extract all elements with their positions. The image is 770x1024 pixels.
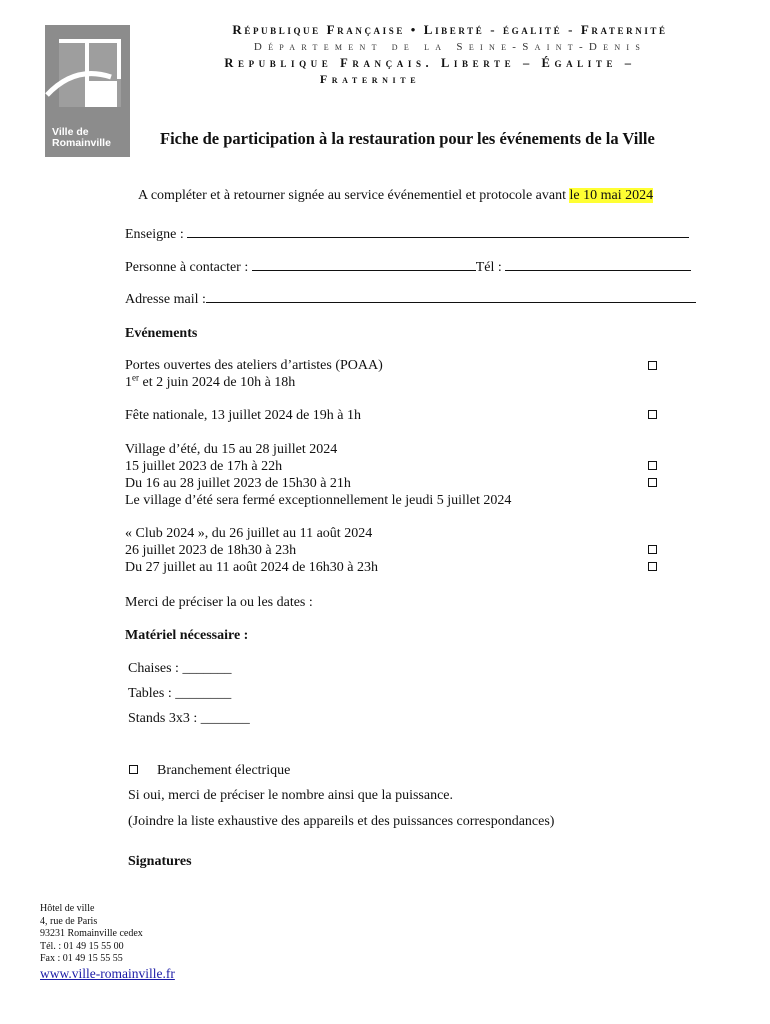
page-title: Fiche de participation à la restauration pour les événements de la Ville: [160, 129, 655, 148]
stands-field[interactable]: Stands 3x3 : _______: [128, 711, 250, 726]
instruction: [138, 187, 653, 204]
email-label: Adresse mail :: [125, 292, 206, 307]
village-date-1-checkbox[interactable]: [648, 461, 657, 470]
poaa-checkbox[interactable]: [648, 361, 657, 370]
email-row: [125, 290, 696, 308]
event-village-title: Village d’été, du 15 au 28 juillet 2024: [125, 442, 338, 457]
instruction-text: A compléter et à retourner signée au service événementiel et protocole avant: [138, 188, 566, 203]
event-village-date-2: Du 16 au 28 juillet 2023 de 15h30 à 21h: [125, 476, 351, 491]
event-club-date-2: Du 27 juillet au 11 août 2024 de 16h30 à 23h: [125, 560, 378, 575]
chaises-field[interactable]: Chaises : _______: [128, 661, 232, 676]
poaa-date-day: 1: [125, 375, 132, 390]
event-village-note: Le village d’été sera fermé exceptionnellement le jeudi 5 juillet 2024: [125, 493, 512, 508]
poaa-date-rest: et 2 juin 2024 de 10h à 18h: [139, 375, 296, 390]
event-poaa-date: [125, 374, 295, 391]
club-date-2-checkbox[interactable]: [648, 562, 657, 571]
romainville-logo: [45, 25, 130, 157]
enseigne-label: Enseigne :: [125, 227, 184, 242]
event-village-date-1: 15 juillet 2023 de 17h à 22h: [125, 459, 283, 474]
tel-field[interactable]: [505, 258, 691, 271]
footer-address: [40, 903, 143, 966]
events-heading: Evénements: [125, 326, 198, 341]
footer-line-4: Tél. : 01 49 15 55 00: [40, 940, 124, 952]
enseigne-field[interactable]: [187, 225, 689, 238]
header-line-1: République Française • Liberté - égalité - Fraternité: [232, 22, 668, 37]
header-line-2: Département de la Seine-Saint-Denis: [253, 41, 647, 53]
footer-line-5: Fax : 01 49 15 55 55: [40, 953, 123, 964]
dates-prompt: Merci de préciser la ou les dates :: [125, 595, 313, 610]
footer-line-3: 93231 Romainville cedex: [40, 928, 143, 939]
logo-text-line1: Ville de: [52, 126, 89, 138]
footer-line-1: Hôtel de ville: [40, 903, 95, 914]
contact-label: Personne à contacter :: [125, 260, 249, 275]
event-club-date-1: 26 juillet 2023 de 18h30 à 23h: [125, 543, 297, 558]
contact-row: [125, 258, 691, 276]
deadline-highlight: le 10 mai 2024: [569, 188, 654, 203]
branchement-note-2: (Joindre la liste exhaustive des appareils et des puissances correspondances): [128, 814, 555, 829]
poaa-date-sup: er: [132, 372, 139, 383]
header-line-3: Republique Français. Liberte – Égalite –: [224, 56, 636, 70]
email-field[interactable]: [206, 290, 696, 303]
event-poaa-title: Portes ouvertes des ateliers d’artistes (POAA): [125, 358, 383, 373]
tables-field[interactable]: Tables : ________: [128, 686, 232, 701]
signatures-heading: Signatures: [128, 854, 192, 869]
branchement-note-1: Si oui, merci de préciser le nombre ainsi que la puissance.: [128, 788, 454, 803]
tel-label: Tél :: [475, 260, 502, 275]
contact-field[interactable]: [252, 258, 476, 271]
enseigne-row: [125, 225, 689, 243]
materiel-heading: Matériel nécessaire :: [125, 628, 249, 643]
club-date-1-checkbox[interactable]: [648, 545, 657, 554]
footer-line-2: 4, rue de Paris: [40, 915, 98, 927]
branchement-checkbox[interactable]: [129, 765, 138, 774]
website-link[interactable]: www.ville-romainville.fr: [40, 966, 175, 981]
header-line-4: Fraternite: [319, 72, 421, 86]
fete-nationale-checkbox[interactable]: [648, 410, 657, 419]
logo-text-line2: Romainville: [52, 137, 111, 149]
event-club-title: « Club 2024 », du 26 juillet au 11 août 2024: [125, 526, 373, 541]
event-fete-nationale: Fête nationale, 13 juillet 2024 de 19h à 1h: [125, 408, 362, 423]
village-date-2-checkbox[interactable]: [648, 478, 657, 487]
branchement-label: Branchement électrique: [157, 763, 291, 778]
